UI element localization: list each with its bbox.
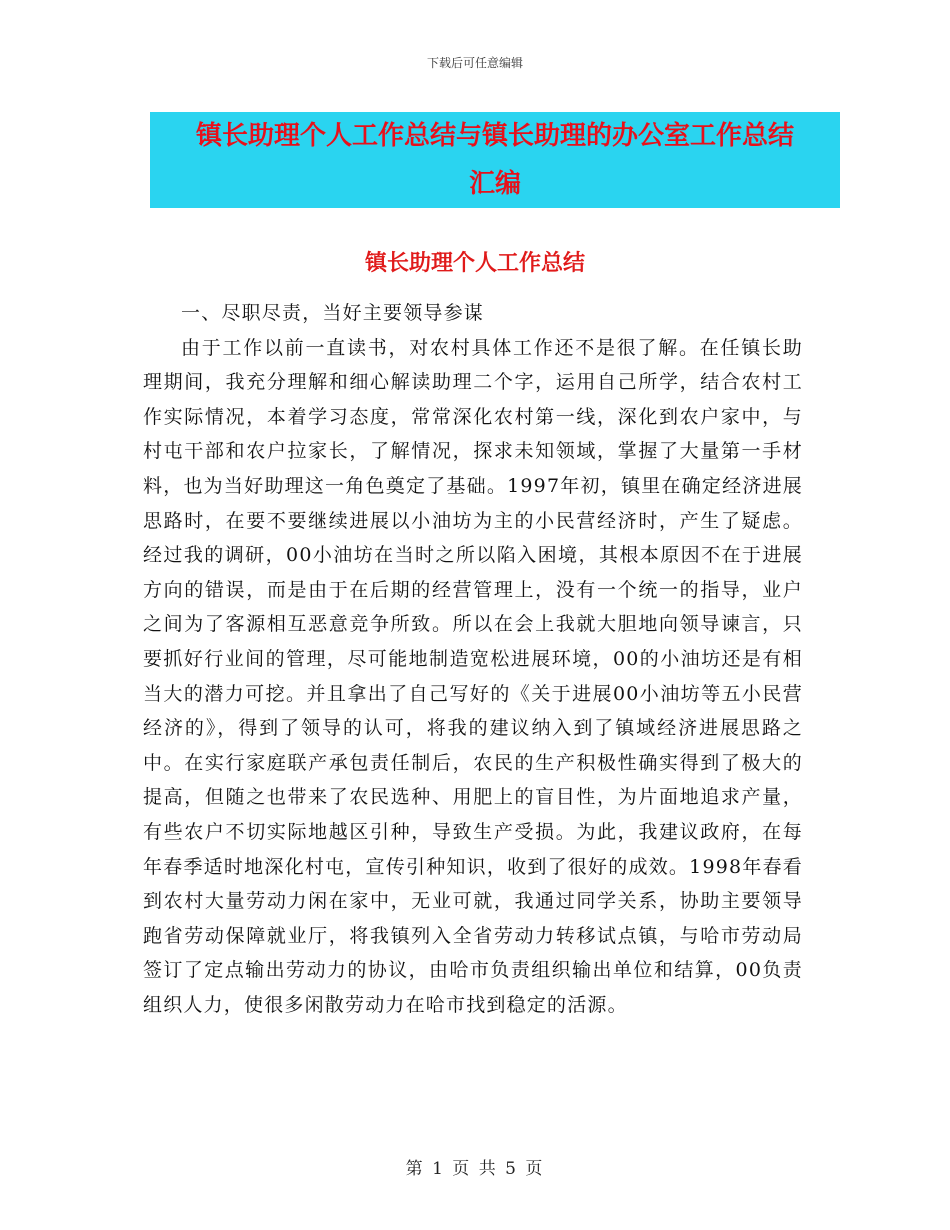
body-paragraph: 由于工作以前一直读书，对农村具体工作还不是很了解。在任镇长助理期间，我充分理解和细心解读助理二个字，运用自己所学，结合农村工作实际情况，本着学习态度，常常深化农村第一线，深化到农户家中，与村屯干部和农户拉家长，了解情况，探求未知领域，掌握了大量第一手材料，也为当好助理这一角色奠定了基础。1997年初，镇里在确定经济进展思路时，在要不要继续进展以小油坊为主的小民营经济时，产生了疑虑。经过我的调研，00小油坊在当时之所以陷入困境，其根本原因不在于进展方向的错误，而是由于在后期的经营管理上，没有一个统一的指导，业户之间为了客源相互恶意竞争所致。所以在会上我就大胆地向领导谏言，只要抓好行业间的管理，尽可能地制造宽松进展环境，00的小油坊还是有相当大的潜力可挖。并且拿出了自己写好的《关于进展00小油坊等五小民营经济的》，得到了领导的认可，将我的建议纳入到了镇域经济进展思路之中。在实行家庭联产承包责任制后，农民的生产积极性确实得到了极大的提高，但随之也带来了农民选种、用肥上的盲目性，为片面地追求产量，有些农户不切实际地越区引种，导致生产受损。为此，我建议政府，在每年春季适时地深化村屯，宣传引种知识，收到了很好的成效。1998年春看到农村大量劳动力闲在家中，无业可就，我通过同学关系，协助主要领导跑省劳动保障就业厅，将我镇列入全省劳动力转移试点镇，与哈市劳动局签订了定点输出劳动力的协议，由哈市负责组织输出单位和结算，00负责组织人力，使很多闲散劳动力在哈市找到稳定的活源。	[143, 336, 803, 1016]
title-line-1: 镇长助理个人工作总结与镇长助理的办公室工作总结	[195, 121, 794, 151]
body-text	[143, 296, 803, 1022]
title-line-2: 汇编	[468, 169, 521, 199]
page-footer: 第 1 页 共 5 页	[405, 1159, 545, 1179]
header-note: 下载后可任意编辑	[426, 56, 523, 70]
section-title: 镇长助理个人工作总结	[364, 251, 585, 276]
document-title	[150, 112, 840, 208]
subheading: 一、尽职尽责，当好主要领导参谋	[181, 302, 485, 324]
